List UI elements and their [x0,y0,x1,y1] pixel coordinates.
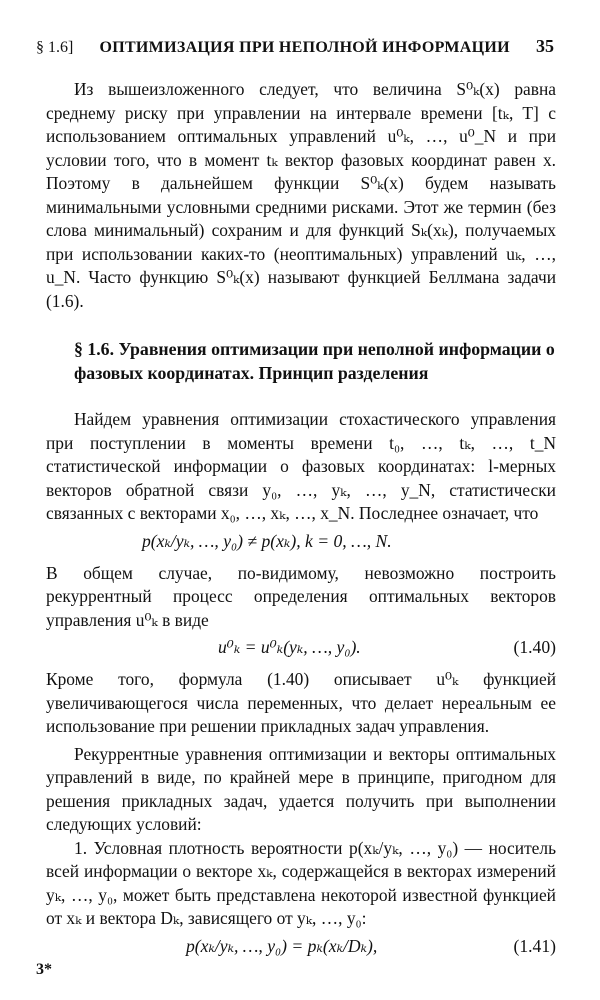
formula-1-41-number: (1.41) [513,935,556,956]
running-header [36,36,554,64]
formula-1-40 [46,636,556,662]
formula-inequality [46,530,556,556]
body-text-block-1 [46,78,556,313]
paragraph-formula-remark: Кроме того, формула (1.40) описывает u⁰ₖ функцией увеличивающегося числа переменных, что делает нереальным ее использование при решении прикладных задач управления. [46,669,556,736]
formula-1-40-number: (1.40) [513,637,556,657]
paragraph-condition-1: 1. Условная плотность вероятности p(xₖ/yₖ, …, y₀) — носитель всей информации о векторе xₖ, содержащейся в векторах измерений yₖ, …, y₀, может быть представлена некоторой известной функцией от xₖ и вектора Dₖ, зависящего от yₖ, …, y₀: [46,837,556,928]
body-text-block-2 [46,408,556,961]
section-heading: § 1.6. Уравнения оптимизации при неполной информации о фазовых координатах. Принцип разделения [74,339,555,383]
formula-1-41-expr: p(xₖ/yₖ, …, y₀) = pₖ(xₖ/Dₖ), [186,935,378,956]
section-heading-block [46,338,556,385]
section-mark: § 1.6] [36,39,74,56]
printer-signature: 3* [36,961,52,978]
paragraph-conditions-intro: Рекуррентные уравнения оптимизации и векторы оптимальных управлений в виде, по крайней мере в принципе, пригодном для решения прикладных задач, удается получить при выполнении следующих условий: [46,743,556,834]
running-title: ОПТИМИЗАЦИЯ ПРИ НЕПОЛНОЙ ИНФОРМАЦИИ [99,39,510,56]
paragraph-recurrent-process: В общем случае, по-видимому, невозможно построить рекуррентный процесс определения оптимальных векторов управления u⁰ₖ в виде [46,562,556,630]
paragraph-problem-statement: Найдем уравнения оптимизации стохастического управления при поступлении в моменты времени t₀, …, tₖ, …, t_N статистической информации о фазовых координатах: l-мерных векторов обратной связи y₀, …, yₖ, …, y_N, статистически связанных с векторами x₀, …, xₖ, …, x_N. Последнее означает, что [46,409,556,523]
formula-inequality-expr: p(xₖ/yₖ, …, y₀) ≠ p(xₖ), k = 0, …, N. [142,530,392,551]
formula-1-41 [46,935,556,961]
page-number: 35 [535,36,554,56]
formula-1-40-expr: u⁰ₖ = u⁰ₖ(yₖ, …, y₀). [218,637,361,657]
paragraph-bellman-definition: Из вышеизложенного следует, что величина S⁰ₖ(x) равна среднему риску при управлении на интервале времени [tₖ, T] с использованием оптимальных управлений u⁰ₖ, …, u⁰_N и при условии того, что в момент tₖ вектор фазовых координат равен x. Поэтому в дальнейшем функции S⁰ₖ(x) будем называть минимальными условными средними рисками. Этот же термин (без слова минимальный) сохраним и для функций Sₖ(xₖ), получаемых при использовании каких-то (неоптимальных) управлений uₖ, …, u_N. Часто функцию S⁰ₖ(x) называют функцией Беллмана задачи (1.6). [46,79,556,311]
